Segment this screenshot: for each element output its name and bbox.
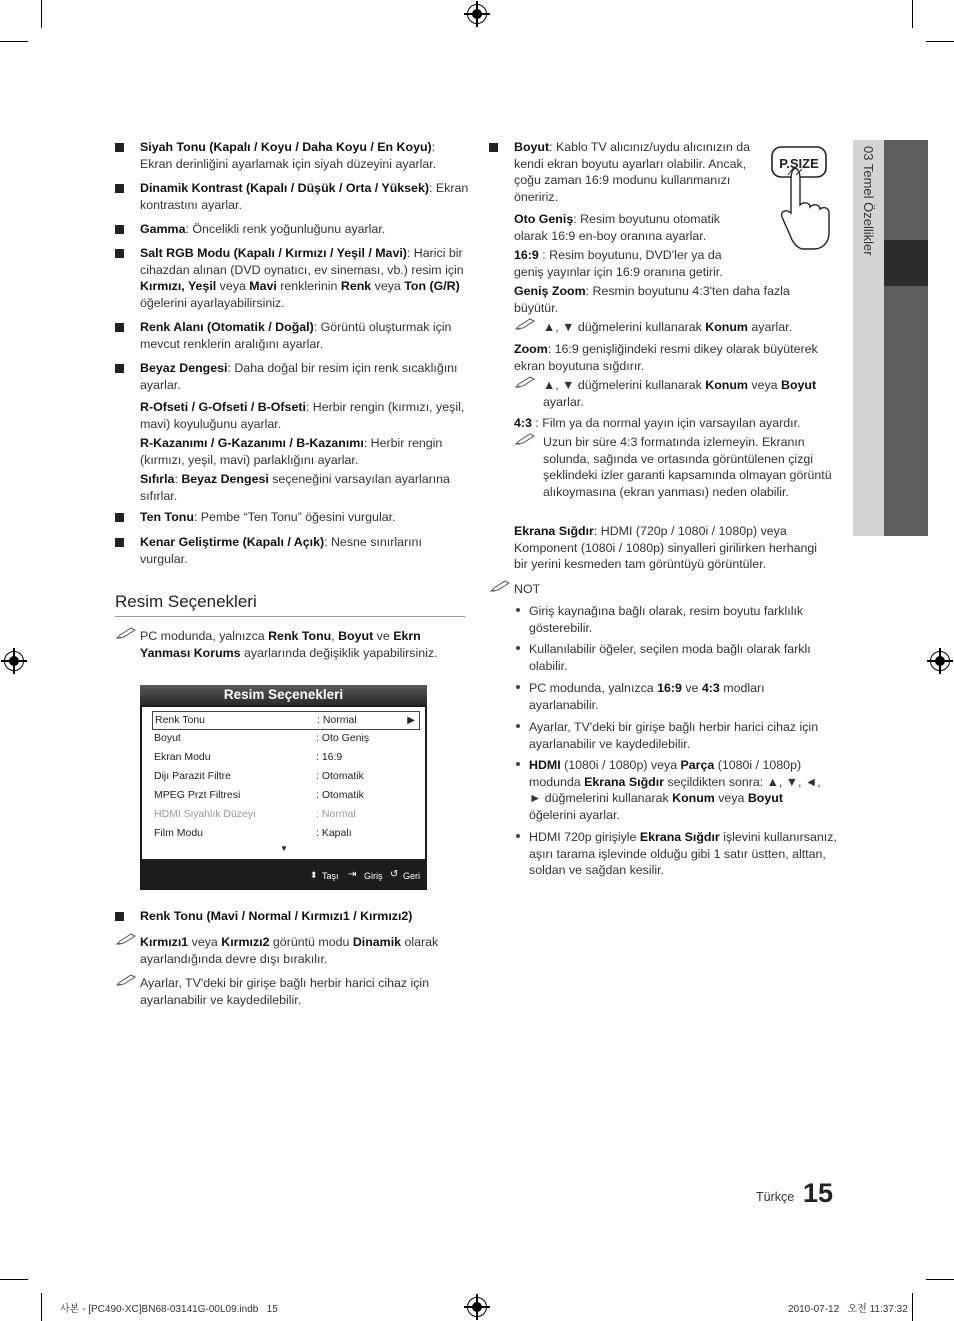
- sub-item: Zoom: 16:9 genişliğindeki resmi dikey olarak büyüterek ekran boyutuna sığdırır.: [514, 342, 818, 373]
- list-item: HDMI (1080i / 1080p) veya Parça (1080i / 1080p) modunda Ekrana Sığdır seçildikten sonra: ▲, ▼, ◄, ► düğmelerini kullanarak Konum veya Boyut öğelerini ayarlar.: [529, 758, 821, 822]
- bullet-square: [115, 184, 124, 193]
- footer-file: 사본 - [PC490-XC]BN68-03141G-00L09.indb 15: [60, 1304, 278, 1315]
- section-title: Resim Seçenekleri: [115, 592, 465, 617]
- osd-row-key: HDMI Siyahlık Düzeyi: [154, 808, 256, 820]
- sub-item: Geniş Zoom: Resmin boyutunu 4:3'ten daha fazla büyütür.: [514, 284, 790, 315]
- bullet-dot: [516, 685, 520, 689]
- crop-mark: [41, 0, 42, 28]
- list-item: Giriş kaynağına bağlı olarak, resim boyutu farklılık gösterebilir.: [529, 604, 804, 635]
- chapter-sidebar: [853, 140, 928, 536]
- bullet-dot: [516, 762, 520, 766]
- chapter-title: 03 Temel Özellikler: [861, 146, 876, 256]
- osd-row: [152, 768, 418, 785]
- list-item: Siyah Tonu (Kapalı / Koyu / Daha Koyu / En Koyu): Ekran derinliğini ayarlamak için siyah düzeyini ayarlar.: [140, 140, 437, 171]
- list-item: Boyut: Kablo TV alıcınız/uydu alıcınızın da kendi ekran boyutu ayarları olabilir. Ancak, çoğu zaman 16:9 modunu kullanmanızı öneririz.: [514, 140, 750, 204]
- osd-row-value: : Kapalı: [316, 827, 352, 839]
- list-item: Kullanılabilir öğeler, seçilen moda bağlı olarak farklı olabilir.: [529, 642, 811, 673]
- osd-row-value: : Normal: [317, 714, 357, 726]
- note-pencil-icon: [515, 375, 537, 389]
- list-item: Ayarlar, TV'deki bir girişe bağlı herbir harici cihaz için ayarlanabilir ve kaydedilebilir.: [529, 720, 819, 751]
- crop-mark: [926, 41, 954, 42]
- move-icon: ⬍: [310, 870, 318, 880]
- note-pencil-icon: [515, 432, 537, 446]
- osd-menu: [140, 685, 427, 890]
- note-text: Kırmızı1 veya Kırmızı2 görüntü modu Dinamik olarak ayarlandığında devre dışı bırakılır.: [140, 935, 439, 966]
- osd-row-key: MPEG Przt Filtresi: [154, 789, 241, 801]
- note-pencil-icon: [116, 932, 138, 946]
- bullet-square: [115, 538, 124, 547]
- scroll-down-icon: ▼: [280, 844, 288, 853]
- crop-mark: [41, 1293, 42, 1321]
- osd-row-key: Renk Tonu: [155, 714, 206, 726]
- page-number: 15: [803, 1178, 834, 1208]
- note-pencil-icon: [116, 973, 138, 987]
- sidebar-marker: [884, 240, 928, 286]
- bullet-square: [115, 323, 124, 332]
- bullet-square: [115, 249, 124, 258]
- osd-footer-move: Taşı: [322, 871, 339, 881]
- osd-footer-enter: Giriş: [364, 871, 383, 881]
- bullet-square: [115, 225, 124, 234]
- list-item: Ten Tonu: Pembe “Ten Tonu” öğesini vurgular.: [140, 510, 396, 524]
- sub-item: Sıfırla: Beyaz Dengesi seçeneğini varsayılan ayarlarına sıfırlar.: [140, 472, 450, 503]
- list-item: Dinamik Kontrast (Kapalı / Düşük / Orta / Yüksek): Ekran kontrastını ayarlar.: [140, 181, 469, 212]
- osd-row-key: Boyut: [154, 732, 181, 744]
- enter-icon: ⇥: [348, 869, 357, 880]
- footer-language: Türkçe: [756, 1190, 795, 1204]
- note-text: ▲, ▼ düğmelerini kullanarak Konum veya Boyut ayarlar.: [543, 378, 817, 409]
- sub-item: Oto Geniş: Resim boyutunu otomatik olarak 16:9 en-boy oranına ayarlar.: [514, 212, 720, 243]
- sub-item: 16:9 : Resim boyutunu, DVD'ler ya da geniş yayınlar için 16:9 oranına getirir.: [514, 248, 723, 279]
- osd-row-key: Dijı Parazit Filtre: [154, 770, 232, 782]
- osd-footer: [140, 861, 427, 890]
- note-text: Uzun bir süre 4:3 formatında izlemeyin. Ekranın solunda, sağında ve ortasında görüntülenen çizgi şeklindeki izler garanti kapsamında olmayan görüntü alıkoymasına (ekran yanması) neden olabilir.: [543, 435, 832, 499]
- psize-label: P.SIZE: [779, 156, 819, 171]
- bullet-square: [489, 143, 498, 152]
- osd-row-selected: [152, 711, 420, 730]
- psize-remote-icon: [766, 145, 844, 251]
- osd-body: [142, 707, 425, 859]
- registration-mark-icon: [930, 651, 950, 671]
- arrow-right-icon: ▶: [407, 715, 415, 726]
- sidebar-dark: [884, 140, 928, 536]
- list-item: Renk Alanı (Otomatik / Doğal): Görüntü oluşturmak için mevcut renklerin aralığını ayarlar.: [140, 320, 452, 351]
- list-item: Salt RGB Modu (Kapalı / Kırmızı / Yeşil / Mavi): Harici bir cihazdan alınan (DVD oynatıcı, ev sineması, vb.) resim için Kırmızı, Yeşil veya Mavi renklerinin Renk veya Ton (G/R) öğelerini ayarlayabilirsiniz.: [140, 246, 464, 310]
- not-label: NOT: [514, 582, 541, 596]
- note-pencil-icon: [515, 317, 537, 331]
- crop-mark: [926, 1279, 954, 1280]
- crop-mark: [0, 1279, 28, 1280]
- osd-row: [152, 730, 418, 747]
- sub-item: Ekrana Sığdır: HDMI (720p / 1080i / 1080p) veya Komponent (1080i / 1080p) sinyalleri girilirken herhangi bir yerini kesmeden tam görüntüyü görüntüler.: [514, 524, 818, 571]
- footer-date: 2010-07-12 오전 11:37:32: [788, 1304, 908, 1315]
- list-item: Renk Tonu (Mavi / Normal / Kırmızı1 / Kırmızı2): [140, 909, 413, 923]
- sub-item: 4:3 : Film ya da normal yayın için varsayılan ayardır.: [514, 416, 801, 430]
- note-pencil-icon: [116, 626, 138, 640]
- crop-mark: [912, 1293, 913, 1321]
- osd-row-value: : Oto Geniş: [316, 732, 370, 744]
- osd-row: [152, 787, 418, 804]
- list-item: HDMI 720p girişiyle Ekrana Sığdır işlevini kullanırsanız, aşırı tarama işlevinde olduğu gibi 1 satır üstten, alttan, soldan ve sağdan kesilir.: [529, 830, 837, 877]
- osd-row-disabled: [152, 806, 418, 823]
- bullet-dot: [516, 834, 520, 838]
- osd-row: [152, 825, 418, 842]
- bullet-dot: [516, 646, 520, 650]
- note-text: ▲, ▼ düğmelerini kullanarak Konum ayarlar.: [543, 320, 793, 334]
- osd-row-value: : Normal: [316, 808, 356, 820]
- bullet-square: [115, 143, 124, 152]
- registration-mark-icon: [4, 651, 24, 671]
- list-item: Gamma: Öncelikli renk yoğunluğunu ayarlar.: [140, 222, 386, 236]
- osd-row-value: : 16:9: [316, 751, 343, 763]
- bullet-square: [115, 912, 124, 921]
- osd-row: [152, 749, 418, 766]
- crop-mark: [0, 41, 28, 42]
- sub-item: R-Kazanımı / G-Kazanımı / B-Kazanımı: Herbir rengin (kırmızı, yeşil, mavi) parlaklığını ayarlar.: [140, 436, 443, 467]
- note-text: PC modunda, yalnızca Renk Tonu, Boyut ve Ekrn Yanması Korums ayarlarında değişiklik yapabilirsiniz.: [140, 629, 438, 660]
- osd-row-key: Ekran Modu: [154, 751, 211, 763]
- list-item: Kenar Geliştirme (Kapalı / Açık): Nesne sınırlarını vurgular.: [140, 535, 422, 566]
- return-icon: ↺: [390, 869, 399, 880]
- osd-title: Resim Seçenekleri: [140, 685, 427, 705]
- osd-footer-back: Geri: [403, 871, 421, 881]
- osd-row-value: : Otomatik: [316, 770, 364, 782]
- crop-mark: [912, 0, 913, 28]
- list-item: PC modunda, yalnızca 16:9 ve 4:3 modları ayarlanabilir.: [529, 681, 765, 712]
- bullet-dot: [516, 724, 520, 728]
- bullet-dot: [516, 608, 520, 612]
- sub-item: R-Ofseti / G-Ofseti / B-Ofseti: Herbir rengin (kırmızı, yeşil, mavi) koyuluğunu ayarlar.: [140, 400, 465, 431]
- list-item: Beyaz Dengesi: Daha doğal bir resim için renk sıcaklığını ayarlar.: [140, 361, 458, 392]
- note-text: Ayarlar, TV'deki bir girişe bağlı herbir harici cihaz için ayarlanabilir ve kaydedilebilir.: [140, 976, 430, 1007]
- registration-mark-icon: [467, 1297, 487, 1317]
- osd-row-value: : Otomatik: [316, 789, 364, 801]
- osd-row-key: Film Modu: [154, 827, 204, 839]
- bullet-square: [115, 513, 124, 522]
- registration-mark-icon: [467, 4, 487, 24]
- note-pencil-icon: [490, 579, 512, 593]
- bullet-square: [115, 364, 124, 373]
